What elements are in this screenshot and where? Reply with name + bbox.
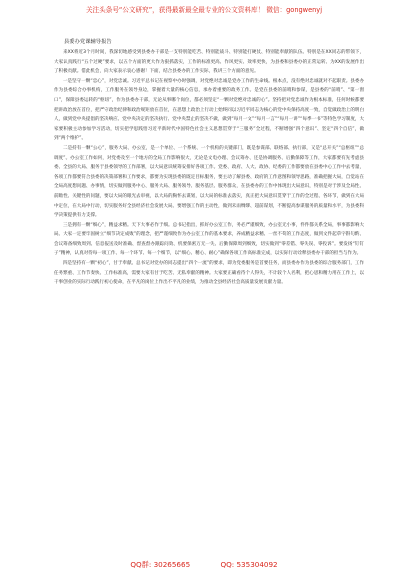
paragraph-point-4: 四是坚持有一颗“初心”，甘于奉献。总书记对党办的同志提出“四个一流”的要求，即为党委服务是首要任务，而县委办作为县委的综合服务部门，工作任务繁重、工作节奏快、工作标准高，需要大家有甘于吃苦、无私奉献的精神。大家要正确看待个人得失，不计较个人名利，把心思和精力用在工作上，以干事创业的实际行动践行初心使命，在平凡的岗位上作出不平凡的业绩，为推动全县经济社会高质量发展贡献力量。 <box>54 261 364 286</box>
paragraph-point-3: 三是拥有一颗“细心”，精益求精。天下大事必作于细。总书记指出，抓好办公室工作，务必严谨细致，办公室无小事，件件都关系全局，事事都影响大局。大家一定要牢固树立“细节决定成败”的理念，把严谨细致作为办公室工作的基本要求，养成精益求精、一丝不苟的工作态度，做到文件起草字斟句酌、会议筹备细致周到、信息报送及时准确、督查督办跟踪问效、机要保密万无一失、后勤保障周到细致，切实做到“零差错、零失误、零投诉”。要发扬“钉钉子”精神，认真对待每一项工作、每一个环节、每一个细节，以“细心、精心、耐心”确保各项工作高标准完成，以实际行动诠释县委办干部的担当与作为。 <box>54 222 364 257</box>
paragraph-point-1: 一是坚守一颗“忠心”，对党忠诚。习近平总书记在视察中办时强调，对党绝对忠诚是党办工作的生命线。根本点，没有绝对忠诚就对不起职责。县委办作为县委综合办事机构，工作服务在领导身边，掌握着大量的核心信息，承办着重要的政务工作。是党在县委的前哨和参谋，是县委的“前哨”、“第一窗口”，保障县委运转的“枢纽”，作为县委办干部，无论从事哪个岗位，都必须坚定“一颗对党绝对忠诚的心”。坚持把对党忠诚作为根本标准，任何时候都要把讲政治放在首位，把严守政治纪律和政治规矩放在首位，在思想上政治上行动上始终同以习近平同志为核心的党中央保持高度一致，自觉做政治上的明白人，做到党中央提倡的坚决响应、党中央决定的坚决执行、党中央禁止的坚决不做，做到“每月一文”“每月一言”“每月一讲”“每季一书”等特色学习制度，大家要积极主动参加学习活动，切实把学思践悟习近平新时代中国特色社会主义思想贯穿于“三服务”全过程，不断增强“四个意识”、坚定“四个自信”，做到“两个维护”。 <box>54 78 364 142</box>
footer-qq-group: QQ群: 30265665 <box>130 560 191 569</box>
footer-contact <box>0 560 408 570</box>
document-title: 县委办党课辅导报告 <box>64 39 112 45</box>
header-banner: 关注头条号“公文研究”，获得最新最全最专业的公文资料库！ 微信：gongwenyj <box>85 6 323 14</box>
document-body <box>54 38 364 288</box>
footer-qq: QQ: 535304092 <box>220 560 278 569</box>
paragraph-point-2: 二是持有一颗“公心”，服务大局、办公室，是一个单位、一个系统、一个机构的关键部门，既是参谋部、联络部、执行部，又是“总开关”“总枢纽”“总调度”。办公室工作如何，对党委及至一个地方的全局工作影响很大，无论是文电办理、会议筹办、还是协调服务、后勤保障等工作，大家都要有先考虑县委、全县的大局、服务于县委领导的工作部署，以大局意识统筹安排好各项工作。党委、政府、人大、政协、纪委的工作都要放在县委中心工作中去考量，各项工作都要符合县委的决策部署和工作要求，都要为实现县委的既定目标服务，要主动了解县委、政府的工作意图和领导思路，准确把握大局，自觉站在全局高度想问题、办事情，切实做到服务中心、服务大局、服务领导、服务基层、服务群众，在县委办的工作中体现出大局意识，特别是对于涉及全局性、前瞻性、关键性的问题，要以大局的眼光去审视，以大局的胸怀去谋划，以大局的标准去落实，真正把大局意识贯穿于工作的全过程、各环节，做到在大局中定位，在大局中行动，切实服务好全县经济社会发展大局。要增强工作的主动性，做到未雨绸缪、超前谋划，不断提高参谋服务的质量和水平，为县委科学决策提供有力支撑。 <box>54 145 364 219</box>
paragraph-intro: 来XX将近3个月时间，我深切地感受到县委办干部是一支特别能吃苦、特别能战斗、特别能打硬仗、特别能奉献的队伍。特别是在XX同志的带领下，大家认真践行“五个过硬”要求，以五个方面的更大作为狠抓落实，工作的标准更高、作风更实、效率更快，为县委和县委办的正常运转、为XX的发展作出了积极贡献。借此机会，向大家表示衷心感谢！下面，结合县委办的工作实际，我讲三个方面的意见。 <box>54 50 364 75</box>
